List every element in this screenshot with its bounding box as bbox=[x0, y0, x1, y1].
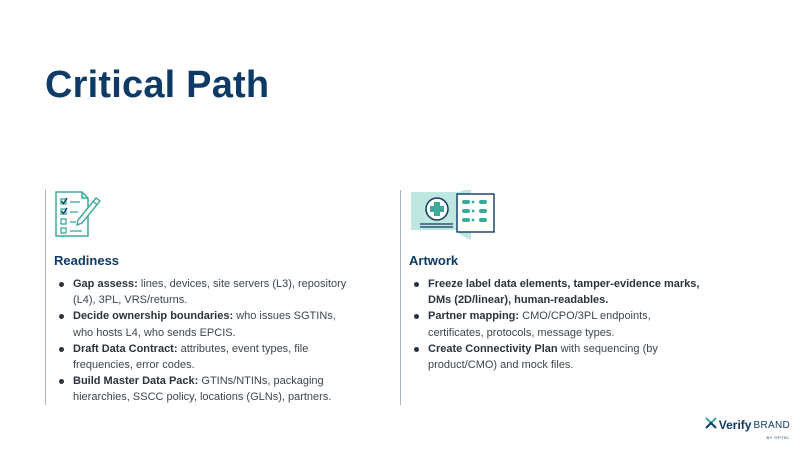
page-title: Critical Path bbox=[45, 64, 270, 106]
list-item: Gap assess: lines, devices, site servers (L3), repository (L4), 3PL, VRS/returns. bbox=[54, 276, 354, 308]
logo-sub-text: BY OPTEL bbox=[766, 435, 790, 440]
verifybrand-logo bbox=[705, 416, 790, 440]
list-item: Draft Data Contract: attributes, event types, file frequencies, error codes. bbox=[54, 341, 354, 373]
artwork-heading: Artwork bbox=[409, 253, 459, 268]
logo-mark-icon bbox=[705, 416, 717, 434]
readiness-panel bbox=[45, 190, 366, 405]
medicine-label-icon bbox=[409, 190, 497, 245]
readiness-heading: Readiness bbox=[54, 253, 120, 268]
list-item: Build Master Data Pack: GTINs/NTINs, packaging hierarchies, SSCC policy, locations (GLNs), partners. bbox=[54, 373, 354, 405]
list-item: Partner mapping: CMO/CPO/3PL endpoints, certificates, protocols, message types. bbox=[409, 308, 709, 340]
checklist-icon bbox=[54, 190, 102, 243]
logo-brand-text: BRAND bbox=[753, 419, 790, 431]
artwork-list bbox=[409, 276, 709, 373]
logo-verify-text: Verify bbox=[718, 418, 752, 432]
readiness-list bbox=[54, 276, 354, 406]
list-item: Decide ownership boundaries: who issues SGTINs, who hosts L4, who sends EPCIS. bbox=[54, 308, 354, 340]
artwork-panel bbox=[400, 190, 721, 405]
list-item: Create Connectivity Plan with sequencing (by product/CMO) and mock files. bbox=[409, 341, 709, 373]
list-item: Freeze label data elements, tamper-evidence marks, DMs (2D/linear), human-readables. bbox=[409, 276, 709, 308]
